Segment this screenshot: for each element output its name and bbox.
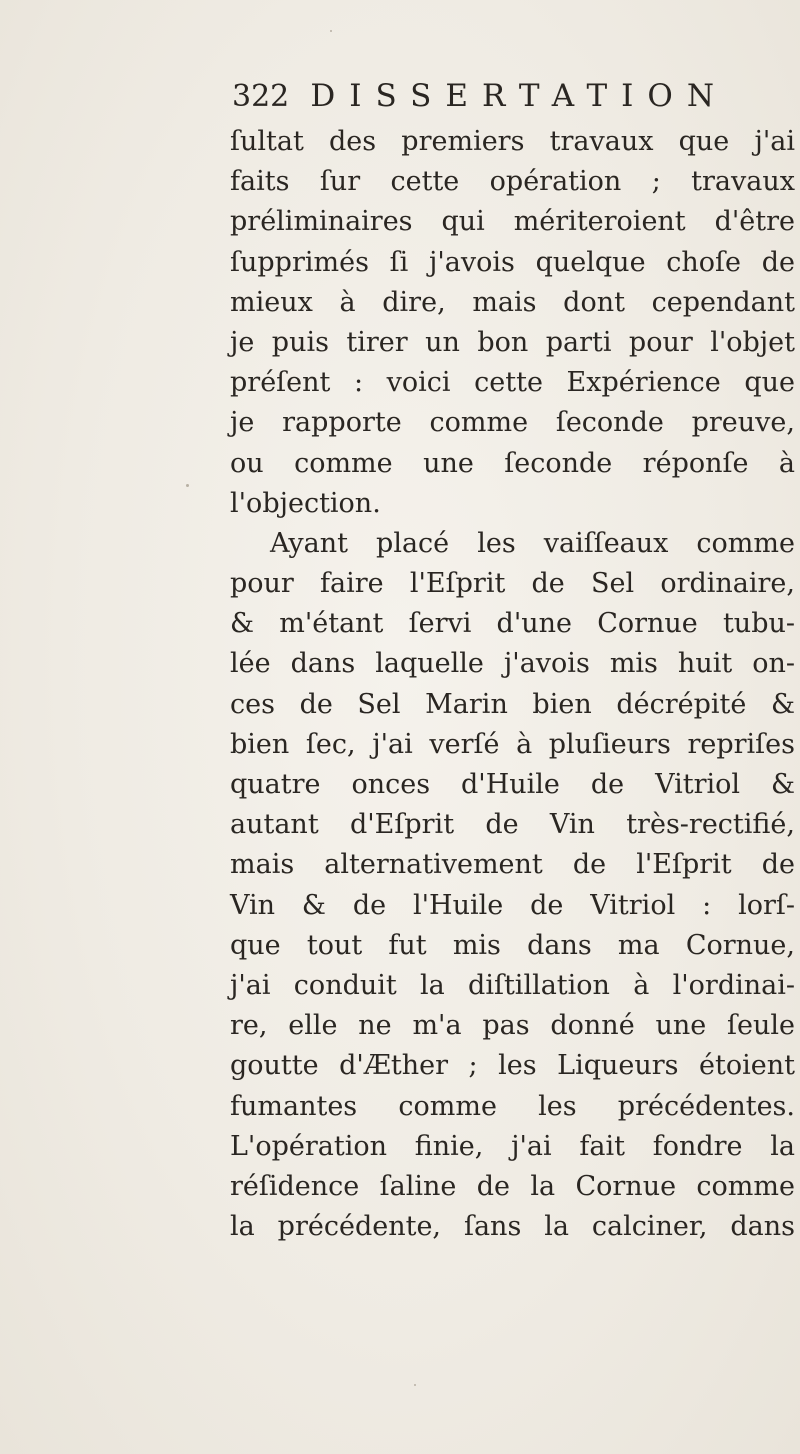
text-line: Vin & de l'Huile de Vitriol : lorſ- (230, 889, 795, 921)
text-line: & m'étant ſervi d'une Cornue tubu- (230, 608, 795, 640)
running-head (232, 78, 772, 122)
text-line: j'ai conduit la diſtillation à l'ordinai- (230, 969, 795, 1001)
text-line: ces de Sel Marin bien décrépité & (230, 688, 795, 720)
text-line: pour faire l'Eſprit de Sel ordinaire, (230, 568, 795, 600)
text-line-paragraph-start: Ayant placé les vaiſſeaux comme (270, 527, 795, 559)
text-line: bien ſec, j'ai verſé à pluſieurs repriſes (230, 728, 795, 760)
text-line: ou comme une ſeconde réponſe à (230, 447, 795, 479)
paper-speck (330, 30, 332, 32)
text-line: réſidence ſaline de la Cornue comme (230, 1170, 795, 1202)
text-line: ſultat des premiers travaux que j'ai (230, 126, 795, 157)
text-line: mais alternativement de l'Eſprit de (230, 849, 795, 881)
text-line: faits ſur cette opération ; travaux (230, 166, 795, 198)
text-line: re, elle ne m'a pas donné une ſeule (230, 1010, 795, 1042)
text-line: L'opération finie, j'ai fait fondre la (230, 1130, 795, 1162)
text-line: ſupprimés ſi j'avois quelque choſe de (230, 246, 795, 278)
text-line: autant d'Eſprit de Vin très-rectifié, (230, 809, 795, 841)
paper-speck (414, 1384, 416, 1386)
text-line: que tout fut mis dans ma Cornue, (230, 929, 795, 961)
text-line: je puis tirer un bon parti pour l'objet (230, 326, 795, 358)
text-line: quatre onces d'Huile de Vitriol & (230, 769, 795, 800)
text-line: fumantes comme les précédentes. (230, 1090, 795, 1122)
running-title: DISSERTATION (310, 78, 728, 114)
text-line: goutte d'Æther ; les Liqueurs étoient (230, 1050, 795, 1082)
text-line: mieux à dire, mais dont cependant (230, 286, 795, 318)
text-line: préſent : voici cette Expérience que (230, 367, 795, 399)
text-line: la précédente, ſans la calciner, dans (230, 1211, 795, 1243)
paper-speck (186, 484, 189, 487)
body-text (230, 122, 795, 1247)
page-number: 322 (232, 79, 290, 114)
text-line: l'objection. (230, 487, 381, 519)
text-line: lée dans laquelle j'avois mis huit on- (230, 648, 795, 680)
text-line: préliminaires qui mériteroient d'être (230, 206, 795, 238)
text-line: je rapporte comme ſeconde preuve, (230, 407, 795, 439)
